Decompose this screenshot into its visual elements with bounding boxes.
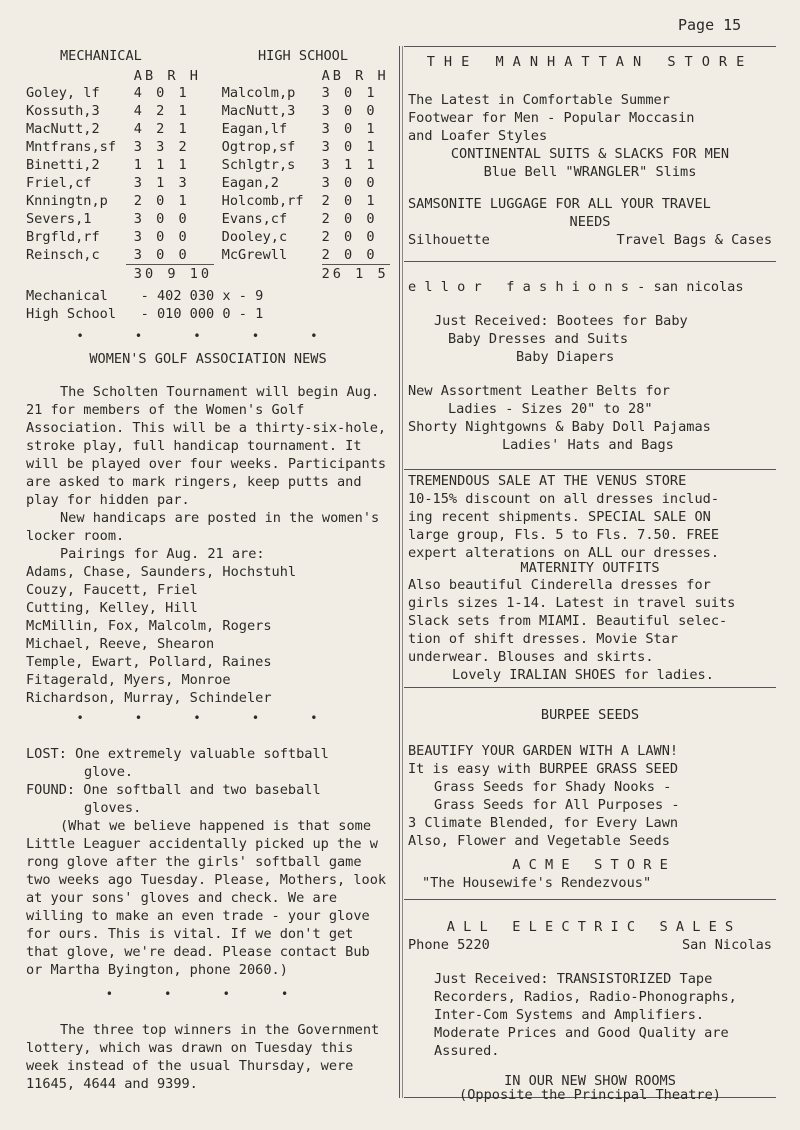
ad-line: CONTINENTAL SUITS & SLACKS FOR MEN <box>450 146 730 162</box>
box-score-row <box>26 228 390 246</box>
ad-line: Recorders, Radios, Radio-Phonographs, <box>434 989 737 1005</box>
box-score-totals-row <box>26 265 390 284</box>
hs-player-stats: 3 0 1 <box>321 85 378 101</box>
pairing-group: Couzy, Faucett, Friel <box>26 582 198 598</box>
mech-player-name: Binetti,2 <box>26 157 100 173</box>
pairing-group: Michael, Reeve, Shearon <box>26 636 215 652</box>
pairings-label: Pairings for Aug. 21 are: <box>60 546 265 562</box>
show-rooms-location: (Opposite the Principal Theatre) <box>459 1087 721 1103</box>
mech-player-stats: 3 1 3 <box>133 175 190 191</box>
hs-player-stats: 3 0 0 <box>321 103 378 119</box>
ad-venus-store <box>404 470 776 688</box>
separator-dots: • • • • • <box>76 711 340 725</box>
mech-stat-cols: AB R H <box>133 68 201 84</box>
ad-all-electric-sales <box>404 900 776 1103</box>
ad-line: Lovely IRALIAN SHOES for ladies. <box>452 667 714 683</box>
ad-manhattan-store <box>404 46 776 262</box>
mech-player-name: Brgfld,rf <box>26 229 100 245</box>
totals-spacer <box>214 265 322 284</box>
hs-player-stats: 2 0 0 <box>321 247 378 263</box>
mech-player-name: Knningtn,p <box>26 193 108 209</box>
box-score-header <box>26 48 390 68</box>
line-score-mechanical: Mechanical - 402 030 x - 9 <box>26 288 264 304</box>
line-score <box>26 287 390 323</box>
ad-line: Grass Seeds for All Purposes - <box>434 797 680 813</box>
hs-player-name: Dooley,c <box>221 229 288 245</box>
ad-line: It is easy with BURPEE GRASS SEED <box>408 761 679 777</box>
box-score-row <box>26 156 390 174</box>
ad-line: 3 Climate Blended, for Every Lawn <box>408 815 679 831</box>
pairings-list <box>26 563 390 707</box>
line-score-high-school: High School - 010 000 0 - 1 <box>26 306 264 322</box>
box-score-row <box>26 120 390 138</box>
ad-electric-contact <box>408 936 772 954</box>
ad-line: Slack sets from MIAMI. Beautiful selec- <box>408 613 728 629</box>
separator-dots: • • • • <box>105 987 311 1001</box>
golf-news-paragraph: The Scholten Tournament will begin Aug. 21 for members of the Women's Golf Association. This will be a thirty-six-hole, stroke play, full handicap tournament. It will be played over four weeks. Participants are asked to mark ringers, keep putts and play for hidden par. <box>26 384 387 508</box>
acme-store-name: A C M E S T O R E <box>512 857 668 873</box>
lost-notice-cont: glove. <box>84 764 134 780</box>
lost-found-paragraph: (What we believe happened is that some Little Leaguer accidentally picked up the w rong glove after the girls' softball game two weeks ago Tuesday. Please, Mothers, look at your sons' gloves and check. We are willing to make an even trade - your glove for ours. This is vital. If we don't get that glove, we're dead. Please contact Bub or Martha Byington, phone 2060.) <box>26 818 387 978</box>
hs-player-stats: 3 0 1 <box>321 139 378 155</box>
ad-line: girls sizes 1-14. Latest in travel suits <box>408 595 736 611</box>
ad-line: Ladies - Sizes 20" to 28" <box>448 401 653 417</box>
lottery-paragraph: The three top winners in the Government lottery, which was drawn on Tuesday this week instead of the usual Thursday, were 11645, 4644 and 9399. <box>26 1022 380 1092</box>
golf-news-title: WOMEN'S GOLF ASSOCIATION NEWS <box>89 351 327 367</box>
hs-player-name: Eagan,2 <box>221 175 279 191</box>
left-column <box>26 48 390 1093</box>
ad-line: New Assortment Leather Belts for <box>408 383 670 399</box>
mech-player-name: Friel,cf <box>26 175 92 191</box>
right-column <box>404 46 776 1103</box>
mech-player-name: Kossuth,3 <box>26 103 100 119</box>
ad-line: ing recent shipments. SPECIAL SALE ON <box>408 509 711 525</box>
ad-line: Just Received: TRANSISTORIZED Tape <box>434 971 713 987</box>
mech-player-name: Severs,1 <box>26 211 92 227</box>
ad-line: NEEDS <box>569 214 611 230</box>
box-score-row <box>26 138 390 156</box>
mech-player-stats: 4 0 1 <box>133 85 190 101</box>
ad-line: Also beautiful Cinderella dresses for <box>408 577 711 593</box>
ad-line: Blue Bell "WRANGLER" Slims <box>483 164 697 180</box>
mech-player-stats: 3 0 0 <box>133 211 190 227</box>
pairing-group: Adams, Chase, Saunders, Hochstuhl <box>26 564 297 580</box>
hs-player-name: Holcomb,rf <box>221 193 304 209</box>
hs-player-stats: 3 0 0 <box>321 175 378 191</box>
ad-line: Moderate Prices and Good Quality are <box>434 1025 729 1041</box>
ad-line: BEAUTIFY YOUR GARDEN WITH A LAWN! <box>408 743 679 759</box>
hs-stat-cols: AB R H <box>321 68 389 84</box>
show-rooms-line: IN OUR NEW SHOW ROOMS <box>504 1073 676 1089</box>
pairing-group: Cutting, Kelley, Hill <box>26 600 198 616</box>
mech-player-name: Mntfrans,sf <box>26 139 117 155</box>
ad-line: underwear. Blouses and skirts. <box>408 649 654 665</box>
box-score-row <box>26 246 390 265</box>
lost-notice: LOST: One extremely valuable softball <box>26 746 329 762</box>
ad-line: Shorty Nightgowns & Baby Doll Pajamas <box>408 419 711 435</box>
mech-player-name: MacNutt,2 <box>26 121 100 137</box>
ad-line <box>408 231 772 249</box>
ad-line: expert alterations on ALL our dresses. <box>408 545 719 561</box>
box-score-row <box>26 192 390 210</box>
electric-town: San Nicolas <box>681 937 772 953</box>
mech-player-stats: 3 0 0 <box>133 229 190 245</box>
ad-ellor-title: e l l o r f a s h i o n s - san nicolas <box>408 279 744 295</box>
separator-dots: • • • • • <box>76 329 340 343</box>
mech-player-name: Reinsch,c <box>26 247 100 264</box>
ad-line: Just Received: Bootees for Baby <box>434 313 688 329</box>
hs-player-name: Evans,cf <box>221 211 288 227</box>
hs-player-name: Ogtrop,sf <box>221 139 296 155</box>
hs-player-name: Malcolm,p <box>221 85 296 101</box>
ad-line: Assured. <box>434 1043 500 1059</box>
pairing-group: McMillin, Fox, Malcolm, Rogers <box>26 618 272 634</box>
acme-store-slogan: "The Housewife's Rendezvous" <box>422 875 652 891</box>
ad-line: large group, Fls. 5 to Fls. 7.50. FREE <box>408 527 719 543</box>
ad-electric-title: A L L E L E C T R I C S A L E S <box>446 919 734 935</box>
found-notice-cont: gloves. <box>84 800 142 816</box>
mech-player-stats: 4 2 1 <box>133 121 190 137</box>
found-notice: FOUND: One softball and two baseball <box>26 782 321 798</box>
hs-totals: 26 1 5 <box>321 266 389 282</box>
mech-player-stats: 3 3 2 <box>133 139 190 155</box>
hs-player-stats: 3 0 1 <box>321 121 378 137</box>
box-score-table <box>26 68 390 283</box>
mech-player-name: Goley, lf <box>26 85 100 101</box>
stat-column-header-row <box>26 68 390 84</box>
page-number: Page 15 <box>678 16 742 34</box>
ad-line: Inter-Com Systems and Amplifiers. <box>434 1007 705 1023</box>
ad-line: Footwear for Men - Popular Moccasin <box>408 110 695 126</box>
ad-line: MATERNITY OUTFITS <box>520 560 660 576</box>
pairing-group: Temple, Ewart, Pollard, Raines <box>26 654 272 670</box>
ad-line: tion of shift dresses. Movie Star <box>408 631 679 647</box>
ad-line: Also, Flower and Vegetable Seeds <box>408 833 670 849</box>
mech-player-stats: 4 2 1 <box>133 103 190 119</box>
travel-bags-label: Travel Bags & Cases <box>616 232 772 248</box>
box-score-row <box>26 210 390 228</box>
hs-player-name: McGrewll <box>221 247 288 264</box>
totals-spacer <box>26 265 126 284</box>
mechanical-team-header: MECHANICAL <box>60 48 142 64</box>
hs-player-stats: 3 1 1 <box>321 157 378 173</box>
ad-line: SAMSONITE LUGGAGE FOR ALL YOUR TRAVEL <box>408 196 711 212</box>
ad-line: Baby Diapers <box>516 349 615 365</box>
high-school-team-header: HIGH SCHOOL <box>258 48 349 64</box>
hs-player-stats: 2 0 1 <box>321 193 378 209</box>
ad-ellor-fashions <box>404 262 776 470</box>
ad-burpee-title: BURPEE SEEDS <box>540 707 640 723</box>
ad-line: Grass Seeds for Shady Nooks - <box>434 779 672 795</box>
ad-line: The Latest in Comfortable Summer <box>408 92 670 108</box>
mech-player-stats: 2 0 1 <box>133 193 190 209</box>
silhouette-label: Silhouette <box>408 232 490 248</box>
box-score-row <box>26 102 390 120</box>
ad-line: and Loafer Styles <box>408 128 548 144</box>
ad-manhattan-title: THE MANHATTAN STORE <box>426 54 754 70</box>
ad-line: Ladies' Hats and Bags <box>502 437 674 453</box>
hs-player-name: Eagan,lf <box>221 121 288 137</box>
mech-player-stats: 3 0 0 <box>133 247 190 263</box>
ad-line: 10-15% discount on all dresses includ- <box>408 491 719 507</box>
hs-player-stats: 2 0 0 <box>321 211 378 227</box>
mech-player-stats: 1 1 1 <box>133 157 190 173</box>
electric-phone: Phone 5220 <box>408 937 490 953</box>
box-score-row <box>26 84 390 102</box>
column-divider-inner <box>402 46 403 1098</box>
hs-player-name: MacNutt,3 <box>221 103 296 119</box>
ad-venus-title: TREMENDOUS SALE AT THE VENUS STORE <box>408 473 687 489</box>
pairing-group: Fitagerald, Myers, Monroe <box>26 672 231 688</box>
ad-line: Baby Dresses and Suits <box>448 331 629 347</box>
column-divider <box>399 46 400 1098</box>
ad-burpee-seeds <box>404 688 776 900</box>
box-score-row <box>26 174 390 192</box>
golf-handicaps-note: New handicaps are posted in the women's locker room. <box>26 510 380 544</box>
pairing-group: Richardson, Murray, Schindeler <box>26 690 272 706</box>
mech-totals: 30 9 10 <box>126 265 214 284</box>
hs-player-name: Schlgtr,s <box>221 157 296 173</box>
hs-player-stats: 2 0 0 <box>321 229 378 245</box>
